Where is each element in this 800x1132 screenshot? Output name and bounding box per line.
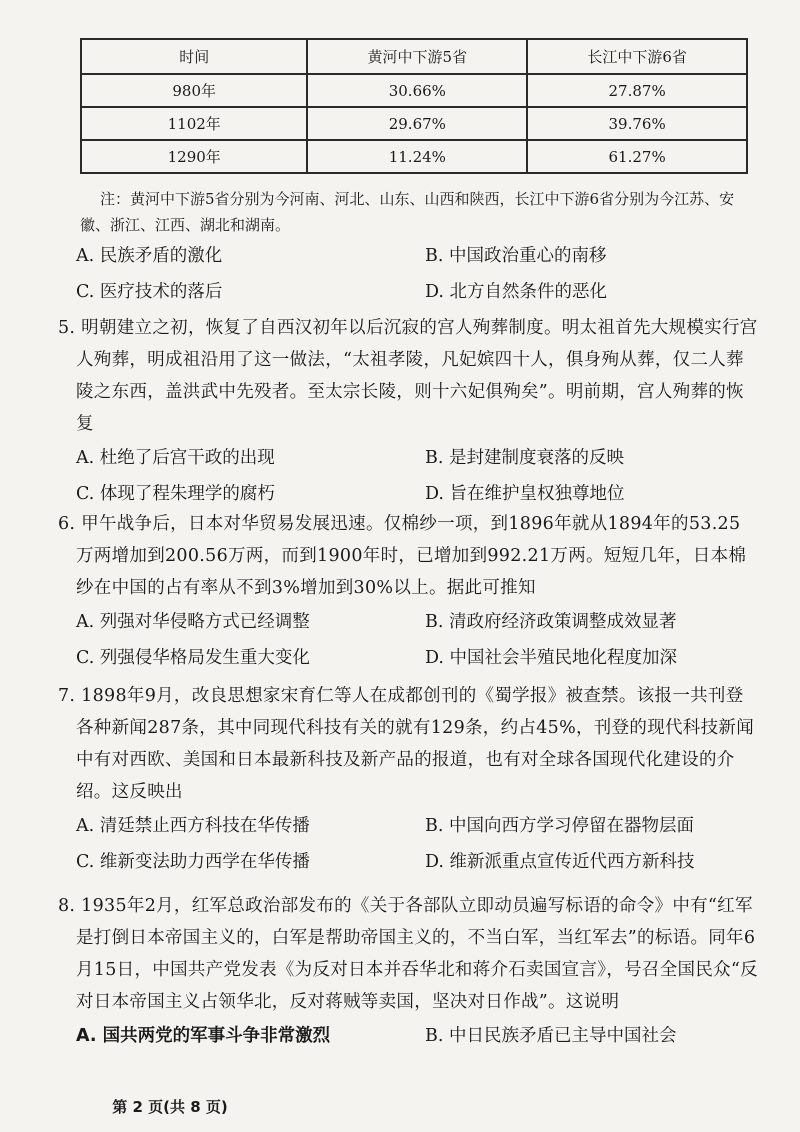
question-7 <box>58 680 758 880</box>
q5-option-c[interactable]: C. 体现了程朱理学的腐朽 <box>76 484 275 504</box>
q5-option-d[interactable]: D. 旨在维护皇权独尊地位 <box>425 484 625 504</box>
table-note: 注：黄河中下游5省分别为今河南、河北、山东、山西和陕西，长江中下游6省分别为今江苏、安徽、浙江、江西、湖北和湖南。 <box>80 190 735 234</box>
question-4-options <box>58 238 758 310</box>
q8-option-b[interactable]: B. 中日民族矛盾已主导中国社会 <box>425 1026 677 1046</box>
question-8 <box>58 890 758 1054</box>
q8-stem: 8. 1935年2月，红军总政治部发布的《关于各部队立即动员遍写标语的命令》中有“红军是打倒日本帝国主义的，白军是帮助帝国主义的，不当白军，当红军去”的标语。同年6月15日，中国共产党发表《为反对日本并吞华北和蒋介石卖国宣言》，号召全国民众“反对日本帝国主义占领华北，反对蒋贼等卖国，坚决对日作战”。这说明 <box>58 896 758 1012</box>
option-row <box>58 1018 758 1054</box>
q7-option-c[interactable]: C. 维新变法助力西学在华传播 <box>76 852 310 872</box>
option-row <box>58 440 758 476</box>
table-cell: 1102年 <box>81 107 307 140</box>
page-footer: 第 2 页(共 8 页) <box>112 1098 228 1116</box>
option-row <box>58 640 758 676</box>
table-cell: 11.24% <box>307 140 527 173</box>
q5-option-b[interactable]: B. 是封建制度衰落的反映 <box>425 448 624 468</box>
data-table <box>80 38 748 174</box>
option-row <box>58 274 758 310</box>
table-row <box>81 107 747 140</box>
header-yangtze: 长江中下游6省 <box>527 39 747 74</box>
table-row <box>81 140 747 173</box>
table-cell: 29.67% <box>307 107 527 140</box>
q6-option-a[interactable]: A. 列强对华侵略方式已经调整 <box>76 612 310 632</box>
q7-option-b[interactable]: B. 中国向西方学习停留在器物层面 <box>425 816 694 836</box>
q6-option-b[interactable]: B. 清政府经济政策调整成效显著 <box>425 612 677 632</box>
q5-option-a[interactable]: A. 杜绝了后宫干政的出现 <box>76 448 275 468</box>
table-header-row <box>81 39 747 74</box>
table-cell: 1290年 <box>81 140 307 173</box>
question-5 <box>58 312 758 512</box>
table-cell: 27.87% <box>527 74 747 107</box>
q4-option-d[interactable]: D. 北方自然条件的恶化 <box>425 282 608 302</box>
table-row <box>81 74 747 107</box>
option-row <box>58 808 758 844</box>
option-row <box>58 238 758 274</box>
table-cell: 30.66% <box>307 74 527 107</box>
q7-option-a[interactable]: A. 清廷禁止西方科技在华传播 <box>76 816 310 836</box>
option-row <box>58 604 758 640</box>
header-time: 时间 <box>81 39 307 74</box>
option-row <box>58 844 758 880</box>
q6-option-d[interactable]: D. 中国社会半殖民地化程度加深 <box>425 648 678 668</box>
header-yellow-river: 黄河中下游5省 <box>307 39 527 74</box>
table-cell: 980年 <box>81 74 307 107</box>
q4-option-b[interactable]: B. 中国政治重心的南移 <box>425 246 607 266</box>
q5-stem: 5. 明朝建立之初，恢复了自西汉初年以后沉寂的宫人殉葬制度。明太祖首先大规模实行宫人殉葬，明成祖沿用了这一做法，“太祖孝陵，凡妃嫔四十人，俱身殉从葬，仅二人葬陵之东西，盖洪武中先殁者。至太宗长陵，则十六妃俱殉矣”。明前期，宫人殉葬的恢复 <box>58 318 758 434</box>
q6-stem: 6. 甲午战争后，日本对华贸易发展迅速。仅棉纱一项，到1896年就从1894年的53.25万两增加到200.56万两，而到1900年时，已增加到992.21万两。短短几年，日本棉纱在中国的占有率从不到3%增加到30%以上。据此可推知 <box>58 514 747 598</box>
q4-option-c[interactable]: C. 医疗技术的落后 <box>76 282 223 302</box>
table-cell: 39.76% <box>527 107 747 140</box>
question-6 <box>58 508 758 676</box>
option-row <box>58 476 758 512</box>
q7-stem: 7. 1898年9月，改良思想家宋育仁等人在成都创刊的《蜀学报》被查禁。该报一共刊登各种新闻287条，其中同现代科技有关的就有129条，约占45%，刊登的现代科技新闻中有对西欧、美国和日本最新科技及新产品的报道，也有对全球各国现代化建设的介绍。这反映出 <box>58 686 754 802</box>
q8-option-a[interactable]: A. 国共两党的军事斗争非常激烈 <box>76 1026 331 1046</box>
q7-option-d[interactable]: D. 维新派重点宣传近代西方新科技 <box>425 852 695 872</box>
q6-option-c[interactable]: C. 列强侵华格局发生重大变化 <box>76 648 310 668</box>
table-cell: 61.27% <box>527 140 747 173</box>
q4-option-a[interactable]: A. 民族矛盾的激化 <box>76 246 223 266</box>
